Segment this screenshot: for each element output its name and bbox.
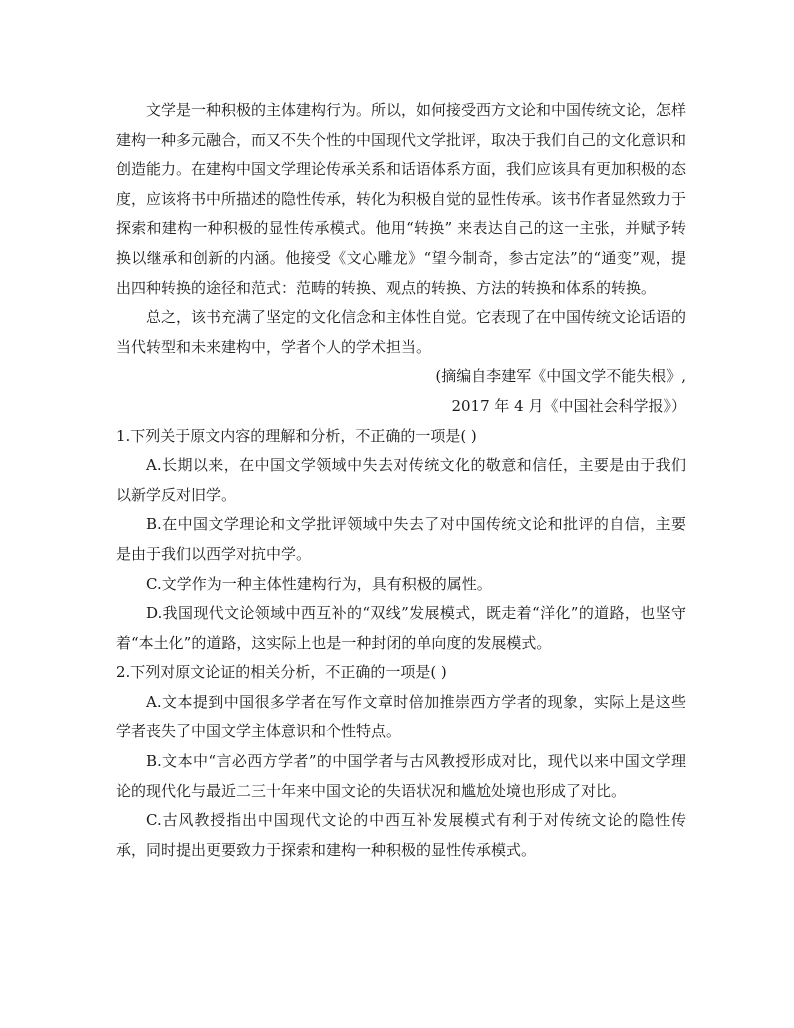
question-2 [116, 658, 686, 865]
question-1 [116, 422, 686, 659]
question-stem: 1.下列关于原文内容的理解和分析，不正确的一项是( ) [116, 426, 477, 445]
source-citation-line-1: (摘编自李建军《中国文学不能失根》, [435, 367, 686, 386]
option-c: C.古风教授指出中国现代文论的中西互补发展模式有利于对传统文论的隐性传承，同时提出更要致力于探索和建构一种积极的显性传承模式。 [116, 811, 686, 859]
passage-paragraph-2: 总之，该书充满了坚定的文化信念和主体性自觉。它表现了在中国传统文论话语的当代转型和未来建构中，学者个人的学术担当。 [116, 308, 687, 356]
source-citation-line-2: 2017 年 4 月《中国社会科学报》） [451, 396, 686, 415]
option-b: B.文本中“言必西方学者”的中国学者与古风教授形成对比，现代以来中国文学理论的现代化与最近二三十年来中国文论的失语状况和尴尬处境也形成了对比。 [116, 752, 686, 800]
document-page [116, 96, 686, 865]
passage-paragraph-1: 文学是一种积极的主体建构行为。所以，如何接受西方文论和中国传统文论，怎样建构一种多元融合，而又不失个性的中国现代文学批评，取决于我们自己的文化意识和创造能力。在建构中国文学理论传承关系和话语体系方面，我们应该具有更加积极的态度，应该将书中所描述的隐性传承，转化为积极自觉的显性传承。该书作者显然致力于探索和建构一种积极的显性传承模式。他用“转换” 来表达自己的这一主张，并赋予转换以继承和创新的内涵。他接受《文心雕龙》“望今制奇，参古定法”的“通变”观，提出四种转换的途径和范式：范畴的转换、观点的转换、方法的转换和体系的转换。 [116, 101, 687, 297]
question-stem: 2.下列对原文论证的相关分析，不正确的一项是( ) [116, 663, 447, 682]
option-a: A.长期以来，在中国文学领域中失去对传统文化的敬意和信任，主要是由于我们以新学反对旧学。 [116, 456, 686, 504]
option-b: B.在中国文学理论和文学批评领域中失去了对中国传统文论和批评的自信，主要是由于我们以西学对抗中学。 [116, 515, 686, 563]
option-c: C.文学作为一种主体性建构行为，具有积极的属性。 [146, 574, 492, 593]
option-d: D.我国现代文论领域中西互补的“双线”发展模式，既走着“洋化”的道路，也坚守着“本土化”的道路，这实际上也是一种封闭的单向度的发展模式。 [116, 604, 686, 652]
option-a: A.文本提到中国很多学者在写作文章时倍加推崇西方学者的现象，实际上是这些学者丧失了中国文学主体意识和个性特点。 [116, 692, 686, 741]
